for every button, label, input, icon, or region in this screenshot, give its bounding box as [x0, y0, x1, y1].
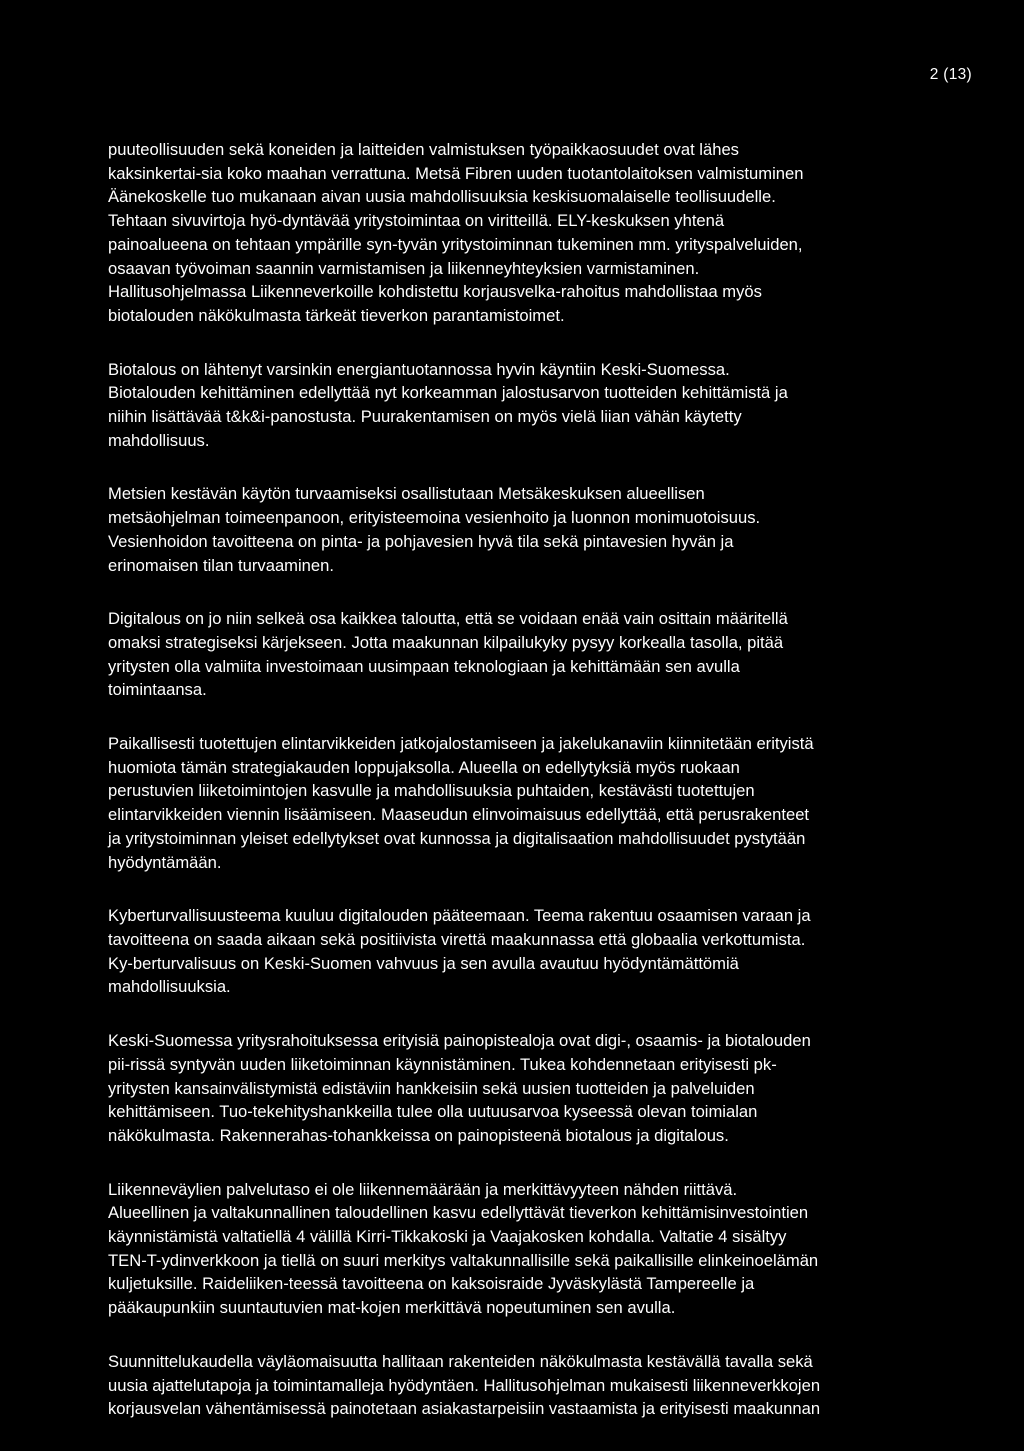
document-body — [108, 138, 974, 1451]
text-line: mahdollisuus. — [108, 430, 210, 450]
text-line: Äänekoskelle tuo mukanaan aivan uusia mahdollisuuksia keskisuomalaiselle teollisuudelle. — [108, 187, 776, 207]
text-line: pääkaupunkiin suuntautuvien mat-kojen merkittävä nopeutuminen sen avulla. — [108, 1298, 676, 1318]
paragraph-bioeconomy — [108, 358, 974, 453]
text-line: hyödyntämään. — [108, 852, 222, 872]
text-line: Biotalous on lähtenyt varsinkin energiantuotannossa hyvin käyntiin Keski-Suomessa. — [108, 359, 730, 379]
text-line: erinomaisen tilan turvaaminen. — [108, 555, 334, 575]
text-line: Hallitusohjelmassa Liikenneverkoille kohdistettu korjausvelka-rahoitus mahdollistaa myös — [108, 282, 762, 302]
text-line: metsäohjelman toimeenpanoon, erityisteemoina vesienhoito ja luonnon monimuotoisuus. — [108, 508, 761, 528]
text-line: niihin lisättävää t&k&i-panostusta. Puurakentamisen on myös vielä liian vähän käytetty — [108, 407, 742, 427]
paragraph-forests — [108, 482, 974, 577]
text-line: ja yritystoiminnan yleiset edellytykset ovat kunnossa ja digitalisaation mahdollisuudet pystytään — [108, 828, 806, 848]
paragraph-infrastructure — [108, 1350, 974, 1421]
text-line: Metsien kestävän käytön turvaamiseksi osallistutaan Metsäkeskuksen alueellisen — [108, 484, 705, 504]
text-line: uusia ajattelutapoja ja toimintamalleja hyödyntäen. Hallitusohjelman mukaisesti liikenneverkkojen — [108, 1375, 821, 1395]
text-line: Digitalous on jo niin selkeä osa kaikkea taloutta, että se voidaan enää vain osittain määritellä — [108, 609, 788, 629]
text-line: Biotalouden kehittäminen edellyttää nyt korkeamman jalostusarvon tuotteiden kehittämistä ja — [108, 383, 788, 403]
paragraph-transport — [108, 1178, 974, 1320]
text-line: näkökulmasta. Rakennerahas-tohankkeissa on painopisteenä biotalous ja digitalous. — [108, 1125, 729, 1145]
text-line: kehittämiseen. Tuo-tekehityshankkeilla tulee olla uutuusarvoa kyseessä olevan toimialan — [108, 1102, 758, 1122]
text-line: TEN-T-ydinverkkoon ja tiellä on suuri merkitys valtakunnallisille sekä paikallisille elinkeinoelämän — [108, 1250, 819, 1270]
text-line: painoalueena on tehtaan ympärille syn-tyvän yritystoiminnan tukeminen mm. yrityspalveluiden, — [108, 234, 803, 254]
paragraph-food — [108, 732, 974, 874]
text-line: elintarvikkeiden viennin lisäämiseen. Maaseudun elinvoimaisuus edellyttää, että perusrakenteet — [108, 805, 810, 825]
text-line: Tehtaan sivuvirtoja hyö-dyntävää yritystoimintaa on viritteillä. ELY-keskuksen yhtenä — [108, 211, 725, 231]
text-line: Paikallisesti tuotettujen elintarvikkeiden jatkojalostamiseen ja jakelukanaviin kiinnitetään erityistä — [108, 734, 814, 754]
text-line: yritysten kansainvälistymistä edistäviin hankkeisiin sekä uusien tuotteiden ja palveluiden — [108, 1078, 755, 1098]
text-line: kuljetuksille. Raideliiken-teessä tavoitteena on kaksoisraide Jyväskylästä Tampereelle ja — [108, 1274, 755, 1294]
text-line: Keski-Suomessa yritysrahoituksessa erityisiä painopistealoja ovat digi-, osaamis- ja biotalouden — [108, 1031, 811, 1051]
text-line: omaksi strategiseksi kärjekseen. Jotta maakunnan kilpailukyky pysyy korkealla tasolla, pitää — [108, 632, 784, 652]
text-line: pii-rissä syntyvän uuden liiketoiminnan käynnistäminen. Tukea kohdennetaan erityisesti pk- — [108, 1054, 777, 1074]
text-line: perustuvien liiketoimintojen kasvulle ja mahdollisuuksia puhtaiden, kestävästi tuotettujen — [108, 781, 755, 801]
text-line: Liikenneväylien palvelutaso ei ole liikennemäärään ja merkittävyyteen nähden riittävä. — [108, 1179, 738, 1199]
text-line: yritysten olla valmiita investoimaan uusimpaan teknologiaan ja kehittämään sen avulla — [108, 656, 740, 676]
text-line: Kyberturvallisuusteema kuuluu digitalouden pääteemaan. Teema rakentuu osaamisen varaan ja — [108, 906, 811, 926]
text-line: toimintaansa. — [108, 680, 207, 700]
text-line: biotalouden näkökulmasta tärkeät tieverkon parantamistoimet. — [108, 305, 565, 325]
text-line: kaksinkertai-sia koko maahan verrattuna. Metsä Fibren uuden tuotantolaitoksen valmistuminen — [108, 163, 804, 183]
text-line: Alueellinen ja valtakunnallinen taloudellinen kasvu edellyttävät tieverkon kehittämisinvestointien — [108, 1203, 809, 1223]
text-line: Ky-berturvalisuus on Keski-Suomen vahvuus ja sen avulla avautuu hyödyntämättömiä — [108, 953, 739, 973]
paragraph-industry — [108, 138, 974, 328]
text-line: Suunnittelukaudella väyläomaisuutta hallitaan rakenteiden näkökulmasta kestävällä tavalla sekä — [108, 1351, 813, 1371]
text-line: tavoitteena on saada aikaan sekä positiivista virettä maakunnassa että globaalia verkottumista. — [108, 929, 806, 949]
paragraph-cyber-security — [108, 904, 974, 999]
paragraph-digital-economy — [108, 607, 974, 702]
text-line: Vesienhoidon tavoitteena on pinta- ja pohjavesien hyvä tila sekä pintavesien hyvän ja — [108, 531, 734, 551]
text-line: huomiota tämän strategiakauden loppujaksolla. Alueella on edellytyksiä myös ruokaan — [108, 757, 740, 777]
text-line: korjausvelan vähentämisessä painotetaan asiakastarpeisiin vastaamista ja erityisesti maakunnan — [108, 1399, 821, 1419]
paragraph-business-funding — [108, 1029, 974, 1148]
text-line: puuteollisuuden sekä koneiden ja laitteiden valmistuksen työpaikkaosuudet ovat lähes — [108, 140, 739, 159]
page-number: 2 (13) — [929, 66, 972, 83]
text-line: osaavan työvoiman saannin varmistamisen ja liikenneyhteyksien varmistaminen. — [108, 258, 700, 278]
text-line: mahdollisuuksia. — [108, 977, 231, 997]
text-line: käynnistämistä valtatiellä 4 välillä Kirri-Tikkakoski ja Vaajakosken kohdalla. Valtatie 4 sisältyy — [108, 1227, 787, 1247]
